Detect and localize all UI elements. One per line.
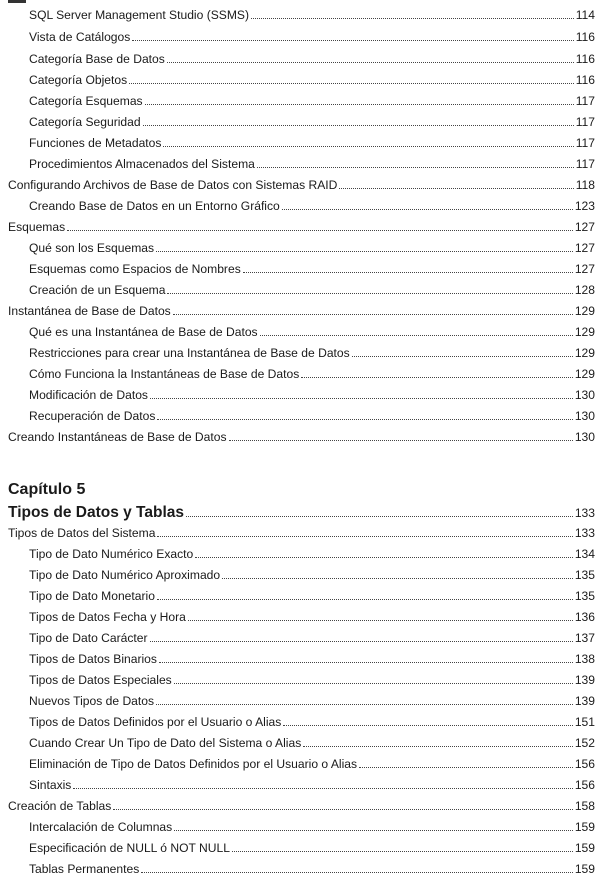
toc-page-number: 116	[575, 73, 595, 87]
toc-page-number: 133	[574, 506, 595, 520]
toc-page-number: 156	[574, 757, 595, 771]
toc-page-number: 136	[574, 610, 595, 624]
toc-subsection-entry	[29, 69, 595, 87]
toc-subsection-entry	[29, 585, 595, 603]
toc-entry-title: Tipos de Datos Fecha y Hora	[29, 610, 186, 624]
toc-page-number: 152	[574, 736, 595, 750]
toc-entry-title: Qué es una Instantánea de Base de Datos	[29, 325, 258, 339]
dot-leader	[129, 83, 574, 84]
toc-entry-title: Tipos de Datos Especiales	[29, 673, 172, 687]
toc-entry-title: Esquemas	[8, 220, 66, 234]
dot-leader	[301, 377, 573, 378]
dot-leader	[222, 578, 573, 579]
toc-page-number: 129	[574, 367, 595, 381]
dot-leader	[251, 18, 574, 19]
toc-section-entry	[8, 174, 595, 192]
toc-subsection-entry	[29, 111, 595, 129]
toc-section-entry	[8, 522, 595, 540]
toc-entry-title: SQL Server Management Studio (SSMS)	[29, 8, 250, 22]
dot-leader	[143, 125, 574, 126]
dot-leader	[167, 293, 572, 294]
toc-page-number: 127	[574, 262, 595, 276]
toc-page-number: 130	[574, 409, 595, 423]
dot-leader	[157, 419, 572, 420]
toc-page-number: 117	[575, 157, 595, 171]
toc-subsection-entry	[29, 669, 595, 687]
toc-entry-title: Tipos de Datos Definidos por el Usuario o Alias	[29, 715, 282, 729]
toc-page-number: 114	[575, 8, 595, 22]
toc-subsection-entry	[29, 153, 595, 171]
dot-leader	[173, 314, 573, 315]
toc-page-number: 116	[575, 52, 595, 66]
dot-leader	[243, 272, 573, 273]
toc-page-number: 130	[574, 388, 595, 402]
toc-subsection-entry	[29, 837, 595, 855]
dot-leader	[159, 662, 573, 663]
toc-entry-title: Tipo de Dato Monetario	[29, 589, 155, 603]
toc-entry-title: Tipo de Dato Numérico Exacto	[29, 547, 194, 561]
toc-entry-title: Tipos de Datos y Tablas	[8, 504, 185, 521]
toc-entry-title: Configurando Archivos de Base de Datos con Sistemas RAID	[8, 178, 338, 192]
toc-page-number: 117	[575, 94, 595, 108]
toc-entry-title: Creando Instantáneas de Base de Datos	[8, 430, 227, 444]
toc-entry-title: Cómo Funciona la Instantáneas de Base de Datos	[29, 367, 300, 381]
toc-entry-title: Creando Base de Datos en un Entorno Gráfico	[29, 199, 280, 213]
toc-page-number: 130	[574, 430, 595, 444]
dot-leader	[157, 536, 572, 537]
toc-subsection-entry	[29, 4, 595, 22]
toc-entry-title: Eliminación de Tipo de Datos Definidos por el Usuario o Alias	[29, 757, 358, 771]
toc-page-number: 156	[574, 778, 595, 792]
toc-entry-title: Recuperación de Datos	[29, 409, 156, 423]
toc-subsection-entry	[29, 858, 595, 876]
toc-entry-title: Instantánea de Base de Datos	[8, 304, 171, 318]
toc-subsection-entry	[29, 606, 595, 624]
toc-page-number: 127	[574, 241, 595, 255]
toc-entry-title: Creación de un Esquema	[29, 283, 166, 297]
toc-subsection-entry	[29, 774, 595, 792]
dot-leader	[174, 830, 573, 831]
toc-entry-title: Categoría Objetos	[29, 73, 128, 87]
toc-page-number: 129	[574, 304, 595, 318]
toc-page-number: 135	[574, 589, 595, 603]
dot-leader	[150, 398, 573, 399]
toc-entry-title: Esquemas como Espacios de Nombres	[29, 262, 241, 276]
toc-entry-title: Procedimientos Almacenados del Sistema	[29, 157, 255, 171]
toc-subsection-entry	[29, 543, 595, 561]
toc-entry-title: Tipo de Dato Numérico Aproximado	[29, 568, 221, 582]
dot-leader	[67, 230, 573, 231]
toc-section-entry	[8, 426, 595, 444]
dot-leader	[339, 188, 573, 189]
dot-leader	[188, 620, 573, 621]
toc-entry-title: Categoría Seguridad	[29, 115, 141, 129]
dot-leader	[156, 704, 573, 705]
toc-subsection-entry	[29, 363, 595, 381]
dot-leader	[73, 788, 572, 789]
dot-leader	[156, 251, 573, 252]
toc-page-number: 151	[574, 715, 595, 729]
toc-page-number: 117	[575, 115, 595, 129]
dot-leader	[167, 62, 574, 63]
toc-subsection-entry	[29, 258, 595, 276]
dot-leader	[359, 767, 573, 768]
toc-page-number: 158	[574, 799, 595, 813]
dot-leader	[195, 557, 573, 558]
toc-subsection-entry	[29, 711, 595, 729]
toc-subsection-entry	[29, 384, 595, 402]
dot-leader	[260, 335, 573, 336]
toc-subsection-entry	[29, 321, 595, 339]
toc-page-number: 128	[574, 283, 595, 297]
dot-leader	[163, 146, 573, 147]
dot-leader	[186, 516, 573, 517]
toc-page-number: 129	[574, 346, 595, 360]
toc-page-number: 139	[574, 694, 595, 708]
toc-section-entry	[8, 216, 595, 234]
toc-page-number: 159	[574, 820, 595, 834]
toc-entry-title: Tablas Permanentes	[29, 862, 140, 876]
toc-page-number: 139	[574, 673, 595, 687]
dot-leader	[141, 872, 573, 873]
dot-leader	[113, 809, 573, 810]
toc-subsection-entry	[29, 48, 595, 66]
dot-leader	[282, 209, 573, 210]
toc-section-entry	[8, 300, 595, 318]
toc-entry-title: Creación de Tablas	[8, 799, 112, 813]
toc-entry-title: Intercalación de Columnas	[29, 820, 173, 834]
toc-subsection-entry	[29, 648, 595, 666]
toc-page-number: 134	[574, 547, 595, 561]
toc-subsection-entry	[29, 279, 595, 297]
toc-page-number: 138	[574, 652, 595, 666]
toc-page-number: 123	[574, 199, 595, 213]
toc-page-number: 159	[574, 841, 595, 855]
toc-entry-title: Modificación de Datos	[29, 388, 148, 402]
dot-leader	[303, 746, 573, 747]
toc-page-number: 133	[574, 526, 595, 540]
toc-subsection-entry	[29, 627, 595, 645]
dot-leader	[283, 725, 573, 726]
toc-subsection-entry	[29, 564, 595, 582]
toc-subsection-entry	[29, 342, 595, 360]
toc-entry-title: Sintaxis	[29, 778, 72, 792]
toc-entry-title: Especificación de NULL ó NOT NULL	[29, 841, 230, 855]
dot-leader	[132, 40, 573, 41]
toc-subsection-entry	[29, 690, 595, 708]
toc-subsection-entry	[29, 195, 595, 213]
dot-leader	[174, 683, 573, 684]
toc-page-number: 137	[574, 631, 595, 645]
toc-entry-title: Nuevos Tipos de Datos	[29, 694, 155, 708]
toc-entry-title: Tipos de Datos del Sistema	[8, 526, 156, 540]
toc-entry-title: Qué son los Esquemas	[29, 241, 155, 255]
toc-page-number: 129	[574, 325, 595, 339]
toc-page-number: 117	[575, 136, 595, 150]
toc-entry-title: Cuando Crear Un Tipo de Dato del Sistema o Alias	[29, 736, 302, 750]
dot-leader	[229, 440, 573, 441]
dot-leader	[352, 356, 573, 357]
dot-leader	[257, 167, 574, 168]
toc-subsection-entry	[29, 405, 595, 423]
toc-entry-title: Categoría Esquemas	[29, 94, 143, 108]
toc-entry-title: Categoría Base de Datos	[29, 52, 165, 66]
toc-page-number: 127	[574, 220, 595, 234]
toc-page-number: 116	[575, 30, 595, 44]
toc-entry-title: Funciones de Metadatos	[29, 136, 162, 150]
toc-entry-title: Restricciones para crear una Instantánea de Base de Datos	[29, 346, 350, 360]
dot-leader	[150, 641, 573, 642]
toc-subsection-entry	[29, 132, 595, 150]
toc-page-number: 118	[575, 178, 595, 192]
toc-subsection-entry	[29, 732, 595, 750]
toc-entry-title: Vista de Catálogos	[29, 30, 131, 44]
toc-section-entry	[8, 795, 595, 813]
toc-page-number: 159	[574, 862, 595, 876]
toc-page-number: 135	[574, 568, 595, 582]
toc-subsection-entry	[29, 753, 595, 771]
dot-leader	[157, 599, 573, 600]
chapter-title-entry	[8, 498, 595, 520]
chapter-label: Capítulo 5	[8, 481, 86, 498]
dot-leader	[232, 851, 573, 852]
toc-subsection-entry	[29, 26, 595, 44]
toc-subsection-entry	[29, 237, 595, 255]
page-edge-mark	[8, 0, 26, 3]
toc-subsection-entry	[29, 816, 595, 834]
dot-leader	[145, 104, 574, 105]
toc-entry-title: Tipos de Datos Binarios	[29, 652, 157, 666]
toc-entry-title: Tipo de Dato Carácter	[29, 631, 148, 645]
toc-subsection-entry	[29, 90, 595, 108]
